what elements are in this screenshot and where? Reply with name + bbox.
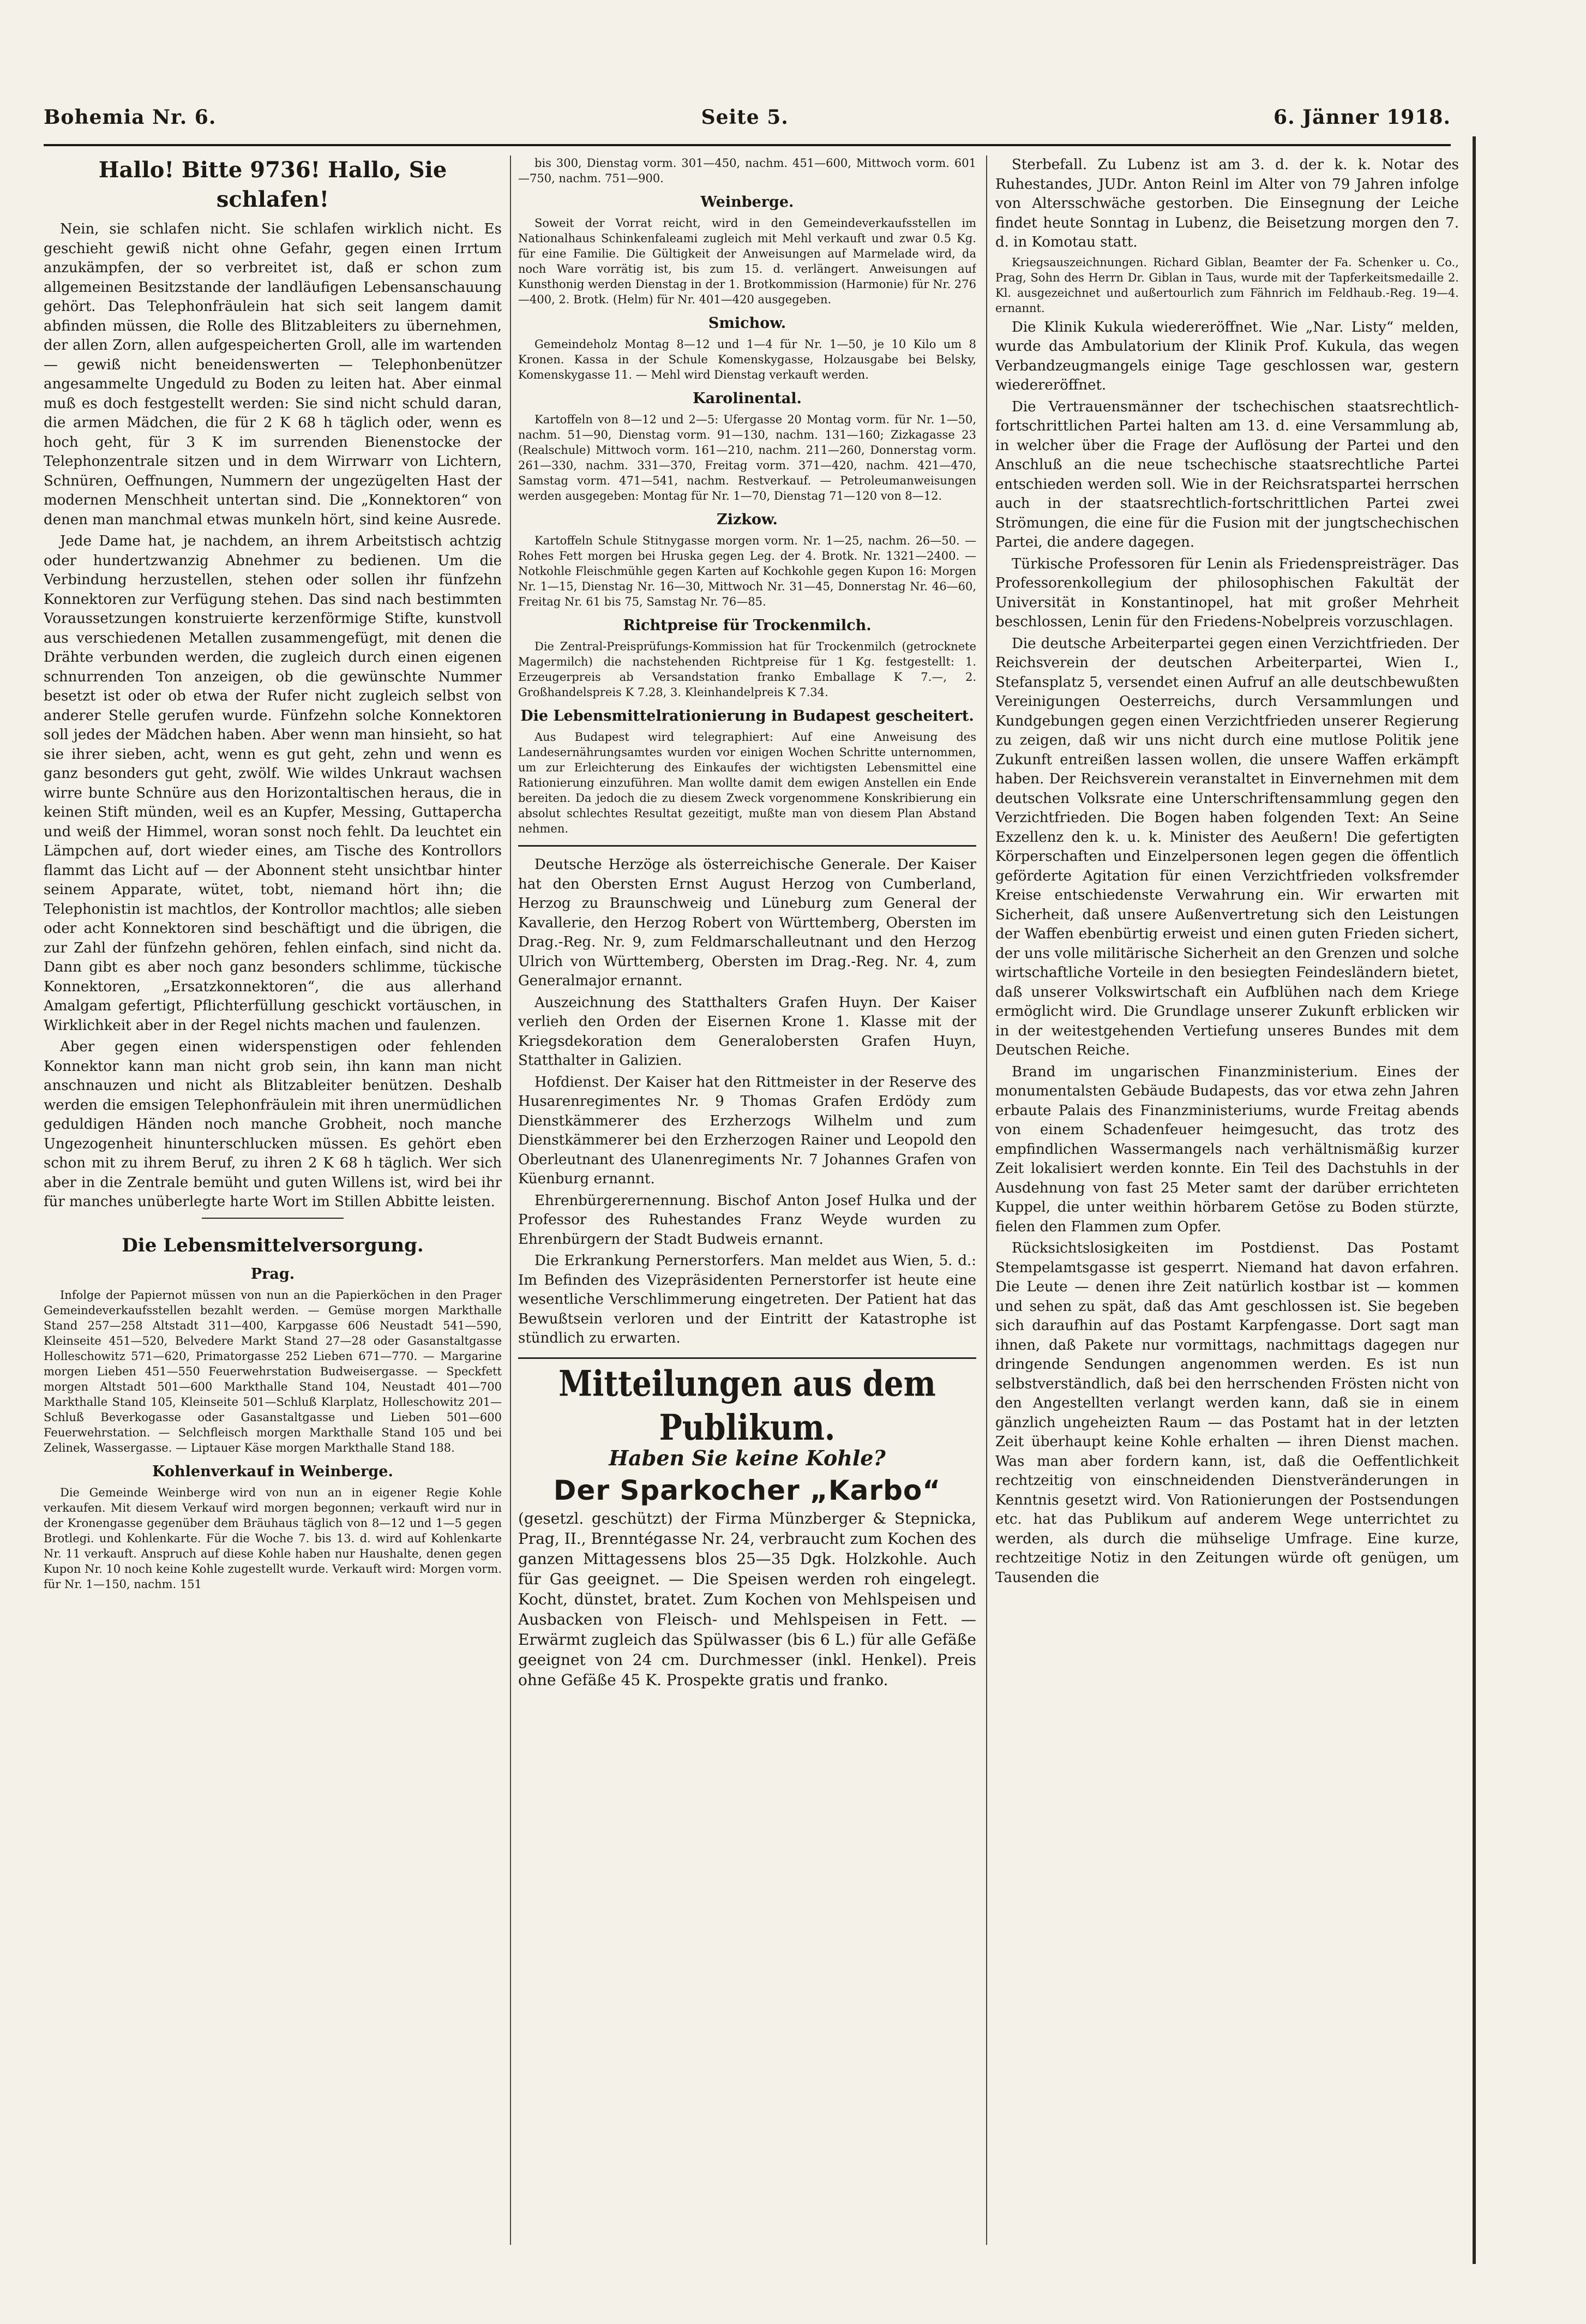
- column-3: [995, 155, 1459, 2250]
- article-paragraph: Die Erkrankung Pernerstorfers. Man meldet aus Wien, 5. d.: Im Befinden des Vizepräsidenten Pernerstorfer ist heute eine wesentliche Verschlimmerung eingetreten. Der Patient hat das Bewußtsein verloren und der Eintritt der Katastrophe ist stündlich zu erwarten.: [518, 1253, 976, 1346]
- notice-paragraph: Die Gemeinde Weinberge wird von nun an in eigener Regie Kohle verkaufen. Mit diesem Verkauf wird morgen begonnen; verkauft wird nur in der Kronengasse gegenüber dem Bräuhaus täglich von 8—12 und 1—5 gegen Brotlegi. und Kohlenkarte. Für die Woche 7. bis 13. d. wird auf Kohlenkarte Nr. 11 verkauft. Anspruch auf diese Kohle haben nur Haushalte, denen gegen Kupon Nr. 10 noch keine Kohle zugestellt wurde. Verkauft wird: Morgen vorm. für Nr. 1—150, nachm. 151: [44, 1486, 502, 1591]
- article-paragraph: Sterbefall. Zu Lubenz ist am 3. d. der k. k. Notar des Ruhestandes, JUDr. Anton Reinl im Alter von 79 Jahren infolge von Altersschwäche gestorben. Die Einsegnung der Leiche findet heute Sonntag in Lubenz, die Beisetzung morgen den 7. d. in Komotau statt.: [995, 157, 1459, 250]
- section-divider: [518, 845, 976, 847]
- notice-paragraph: Die Zentral-Preisprüfungs-Kommission hat für Trockenmilch (getrocknete Magermilch) die nachstehenden Richtpreise für 1 Kg. festgestellt: 1. Erzeugerpreis ab Versandstation franko Emballage K 7.—, 2. Großhandelspreis K 7.28, 3. Kleinhandelpreis K 7.34.: [518, 640, 976, 699]
- notice-paragraph: Kartoffeln von 8—12 und 2—5: Ufergasse 20 Montag vorm. für Nr. 1—50, nachm. 51—90, Dienstag vorm. 91—130, nachm. 131—160; Zizkagasse 23 (Realschule) Mittwoch vorm. 161—210, nachm. 211—260, Donnerstag vorm. 261—330, nachm. 331—370, Freitag vorm. 371—420, nachm. 421—470, Samstag vorm. 471—541, nachm. Restverkauf. — Petroleumanweisungen werden ausgegeben: Montag für Nr. 1—70, Dienstag 71—120 von 8—12.: [518, 413, 976, 502]
- notice-paragraph: Kriegsauszeichnungen. Richard Giblan, Beamter der Fa. Schenker u. Co., Prag, Sohn des Herrn Dr. Giblan in Taus, wurde mit der Tapferkeitsmedaille 2. Kl. ausgezeichnet und außertourlich zum Fähnrich im Feldhaub.-Reg. 19—4. ernannt.: [995, 255, 1459, 315]
- advertisement: [518, 1444, 976, 1690]
- column-1: [44, 155, 502, 2250]
- notice-paragraph: Kartoffeln Schule Stitnygasse morgen vorm. Nr. 1—25, nachm. 26—50. — Rohes Fett morgen bei Hruska gegen Leg. der 4. Brotk. Nr. 1321—2400. — Notkohle Fleischmühle gegen Karten auf Kochkohle gegen Kupon 16: Morgen Nr. 1—15, Dienstag Nr. 16—30, Mittwoch Nr. 31—45, Donnerstag Nr. 46—60, Freitag Nr. 61 bis 75, Samstag Nr. 76—85.: [518, 534, 976, 608]
- article-paragraph: Aber gegen einen widerspenstigen oder fehlenden Konnektor kann man nicht grob sein, ihn kann man nicht anschnauzen und nicht als Blitzableiter benützen. Deshalb werden die emsigen Telephonfräulein mit ihren unermüdlichen geduldigen Händen noch manche Grobheit, noch manche Ungezogenheit hinunterschlucken müssen. Es gehört eben schon mit zu ihrem Beruf, zu ihren 2 K 68 h täglich. Wer sich aber in die Zentrale bemüht und guten Willens ist, wird bei ihr für manches unüberlegte harte Wort im Stillen Abbitte leisten.: [44, 1039, 502, 1210]
- section-divider: [518, 1357, 976, 1359]
- notice-paragraph: bis 300, Dienstag vorm. 301—450, nachm. 451—600, Mittwoch vorm. 601—750, nachm. 751—900.: [518, 157, 976, 185]
- article-paragraph: Auszeichnung des Statthalters Grafen Huyn. Der Kaiser verlieh den Orden der Eisernen Krone 1. Klasse mit der Kriegsdekoration dem Generalobersten Grafen Huyn, Statthalter in Galizien.: [518, 994, 976, 1069]
- public-notices-heading: Mitteilungen aus dem Publikum.: [558, 1363, 936, 1448]
- page-edge-rule: [1473, 136, 1476, 2264]
- ad-question: Haben Sie keine Kohle?: [609, 1445, 886, 1470]
- article-paragraph: Türkische Professoren für Lenin als Friedenspreisträger. Das Professorenkollegium der philosophischen Fakultät der Universität in Konstantinopel, hat mit großer Mehrheit beschlossen, Lenin für den Friedens-Nobelpreis vorzuschlagen.: [995, 555, 1459, 630]
- subsection-heading: Prag.: [250, 1265, 295, 1283]
- subsection-heading: Smichow.: [708, 315, 786, 332]
- header-date: 6. Jänner 1918.: [1273, 106, 1451, 129]
- page-header: [44, 98, 1451, 136]
- column-rule: [510, 155, 511, 2245]
- section-divider: [202, 1218, 344, 1219]
- ad-product-title: Der Sparkocher „Karbo“: [553, 1474, 941, 1506]
- ad-body: (gesetzl. geschützt) der Firma Münzberger & Stepnicka, Prag, II., Brenntégasse Nr. 24, verbraucht zum Kochen des ganzen Mittagessens blos 25—35 Dgk. Holzkohle. Auch für Gas geeignet. — Die Speisen werden roh eingelegt. Kocht, dünstet, bratet. Zum Kochen von Mehlspeisen und Ausbacken von Fleisch- und Mehlspeisen in Fett. — Erwärmt zugleich das Spülwasser (bis 6 L.) für alle Gefäße geeignet von 24 cm. Durchmesser (inkl. Henkel). Preis ohne Gefäße 45 K. Prospekte gratis und franko.: [518, 1509, 976, 1689]
- subsection-heading: Die Lebensmittelrationierung in Budapest gescheitert.: [520, 708, 974, 724]
- column-rule: [986, 155, 987, 2245]
- article-paragraph: Die Vertrauensmänner der tschechischen staatsrechtlich-fortschrittlichen Partei halten am 13. d. eine Versammlung ab, in welcher über die Frage der Auflösung der Partei und den Anschluß an die neue tschechische staatsrechtliche Partei entschieden werden soll. Wie in der Reichsratspartei herrschen auch in der staatsrechtlich-fortschrittlichen Partei zwei Strömungen, die eine für die Fusion mit der jungtschechischen Partei, die andere dagegen.: [995, 398, 1459, 550]
- subsection-heading: Zizkow.: [717, 511, 778, 528]
- article-paragraph: Die Klinik Kukula wiedereröffnet. Wie „Nar. Listy“ melden, wurde das Ambulatorium der Klinik Prof. Kukula, das wegen Verbandzeugmangels einige Tage geschlossen war, gestern wiedereröffnet.: [995, 319, 1459, 393]
- header-rule: [44, 144, 1451, 146]
- notice-paragraph: Infolge der Papiernot müssen von nun an die Papierköchen in den Prager Gemeindeverkaufsstellen bezahlt werden. — Gemüse morgen Markthalle Stand 257—258 Altstadt 311—400, Karpgasse 606 Neustadt 541—590, Kleinseite 451—520, Belvedere Markt Stand 27—28 oder Gasanstaltgasse Holleschowitz 571—620, Primatorgasse 252 Lieben 671—770. — Margarine morgen Lieben 451—550 Feuerwehrstation Budweisergasse. — Speckfett morgen Altstadt 501—600 Markthalle Stand 104, Neustadt 401—700 Markthalle Stand 105, Kleinseite 501—Schluß Klarplatz, Holleschowitz 201—Schluß Beverkogasse oder Gasanstaltgasse und Lieben 501—600 Feuerwehrstation. — Selchfleisch morgen Markthalle Stand 105 und bei Zelinek, Wassergasse. — Liptauer Käse morgen Markthalle Stand 188.: [44, 1288, 502, 1454]
- subsection-heading: Weinberge.: [700, 194, 794, 211]
- header-page-number: Seite 5.: [701, 106, 789, 129]
- notice-paragraph: Gemeindeholz Montag 8—12 und 1—4 für Nr. 1—50, je 10 Kilo um 8 Kronen. Kassa in der Schule Komenskygasse, Holzausgabe bei Belsky, Komenskygasse 11. — Mehl wird Dienstag verkauft werden.: [518, 338, 976, 381]
- section-heading: Die Lebensmittelversorgung.: [122, 1234, 424, 1256]
- article-paragraph: Brand im ungarischen Finanzministerium. Eines der monumentalsten Gebäude Budapests, das vor etwa zehn Jahren erbaute Palais des Finanzministeriums, wurde Freitag abends von einem Schadenfeuer heimgesucht, das trotz des empfindlichen Wassermangels nach verhältnismäßig kurzer Zeit lokalisiert werden konnte. Ein Teil des Dachstuhls in der Ausdehnung von fast 25 Meter samt der darüber errichteten Kuppel, die unter weithin hörbarem Getöse zu Boden stürzte, fielen den Flammen zum Opfer.: [995, 1063, 1459, 1235]
- notice-paragraph: Soweit der Vorrat reicht, wird in den Gemeindeverkaufsstellen im Nationalhaus Schinkenfaleami zugleich mit Mehl verkauft und zwar 0.5 Kg. für eine Familie. Die Gültigkeit der Anweisungen auf Marmelade wird, da noch Ware vorrätig ist, bis zum 15. d. verlängert. Anweisungen auf Kunsthonig werden Dienstag in der 1. Brotkommission (Harmonie) für Nr. 276—400, 2. Brotk. (Helm) für Nr. 401—420 ausgegeben.: [518, 217, 976, 306]
- column-2: [518, 155, 976, 2250]
- subsection-heading: Kohlenverkauf in Weinberge.: [152, 1463, 393, 1480]
- subsection-heading: Karolinental.: [693, 390, 802, 407]
- subsection-heading: Richtpreise für Trockenmilch.: [623, 617, 872, 634]
- article-paragraph: Ehrenbürgerernennung. Bischof Anton Josef Hulka und der Professor des Ruhestandes Franz Weyde wurden zu Ehrenbürgern der Stadt Budweis ernannt.: [518, 1192, 976, 1248]
- article-paragraph: Nein, sie schlafen nicht. Sie schlafen wirklich nicht. Es geschieht gewiß nicht ohne Gefahr, gegen einen Irrtum anzukämpfen, der so verbreitet ist, daß er schon zum allgemeinen Besitzstande der landläufigen Lebensanschauung gehört. Das Telephonfräulein hat sich seit langem damit abfinden müssen, die Rolle des Blitzableiters zu übernehmen, der allen Zorn, allen aufgespeicherten Groll, alle im wartenden — gewiß nicht beneidenswerten — Telephonbenützer angesammelte Ungeduld zu Boden zu leiten hat. Aber einmal muß es doch festgestellt werden: Sie sind nicht schuld daran, die armen Mädchen, die für 2 K 68 h täglich oder, wenn es hoch geht, für 3 K im surrenden Bienenstocke der Telephonzentrale sitzen und in dem Wirrwarr von Lichtern, Schnüren, Oeffnungen, Nummern der ungezügelten Hast der modernen Menschheit untertan sind. Die „Konnektoren“ von denen man manchmal etwas munkeln hört, sind keine Ausrede.: [44, 221, 502, 528]
- notice-paragraph: Aus Budapest wird telegraphiert: Auf eine Anweisung des Landesernährungsamtes wurden vor einigen Wochen Schritte unternommen, um zur Erleichterung des Einkaufes der wichtigsten Lebensmittel eine Rationierung einzuführen. Man wollte damit dem ewigen Anstellen ein Ende bereiten. Da jedoch die zu diesem Zweck vorgenommene Konskribierung ein absolut schlechtes Resultat gezeitigt, mußte man von diesem Plan Abstand nehmen.: [518, 730, 976, 835]
- article-paragraph: Rücksichtslosigkeiten im Postdienst. Das Postamt Stempelamtsgasse ist gesperrt. Niemand hat davon erfahren. Die Leute — denen ihre Zeit natürlich kostbar ist — kommen und sehen zu spät, daß das Amt geschlossen ist. Sie begeben sich daraufhin auf das Postamt Karpfengasse. Dort sagt man ihnen, daß Pakete nur vormittags, nachmittags dagegen nur dringende Sendungen angenommen werden. Es ist nun selbstverständlich, daß bei den herrschenden Frösten nicht von den Angestellten verlangt werden kann, daß sie in einem gänzlich ungeheizten Raum — das Postamt hat in der letzten Zeit überhaupt keine Kohle erhalten — ihren Dienst machen. Was man aber fordern kann, ist, daß die Oeffentlichkeit rechtzeitig von einschneidenden Dienstveränderungen in Kenntnis gesetzt wird. Von Rationierungen der Postsendungen etc. hat das Publikum auf anderem Wege unterrichtet zu werden, als durch die mühselige Umfrage. Eine kurze, rechtzeitige Notiz in den Zeitungen würde oft genügen, um Tausenden die: [995, 1240, 1459, 1586]
- article-paragraph: Jede Dame hat, je nachdem, an ihrem Arbeitstisch achtzig oder hundertzwanzig Abnehmer zu bedienen. Um die Verbindung herzustellen, stehen oder sollen ihr fünfzehn Konnektoren zur Verfügung stehen. Das sind nach bestimmten Voraussetzungen konstruierte kerzenförmige Stifte, kunstvoll aus verschiedenen Metallen zusammengefügt, mit denen die Drähte verbunden werden, die zugleich durch einen eigenen schnurrenden Ton anzeigen, ob die gewünschte Nummer besetzt ist oder ob etwa der Rufer nicht zugleich selbst von anderer Stelle gerufen wurde. Fünfzehn solche Konnektoren soll jedes der Mädchen haben. Aber wenn man hinsieht, so hat sie ihrer sieben, acht, wenn es gut geht, zehn und wenn es ganz besonders gut geht, zwölf. Wie wildes Unkraut wachsen wirre bunte Schnüre aus den Horizontaltischen heraus, die in keinen Stift münden, weil es an Kupfer, Messing, Guttapercha und weiß der Himmel, woran sonst noch fehlt. Da leuchtet ein Lämpchen auf, dort wieder eines, am Tische des Kontrollors flammt das Licht auf — der Abonnent steht unsichtbar hinter seinem Apparate, wütet, tobt, niemand hört ihn; die Telephonistin ist machtlos, der Kontrollor machtlos; alle sieben oder acht Konnektoren sind beschäftigt und die übrigen, die zur Zahl der fünfzehn gehören, fehlen einfach, sind nicht da. Dann gibt es aber noch ganz besonders schlimme, tückische Konnektoren, „Ersatzkonnektoren“, die aus allerhand Amalgam gefertigt, Pflichterfüllung geschickt vortäuschen, in Wirklichkeit aber in der Regel nichts machen und faulenzen.: [44, 533, 502, 1034]
- article-paragraph: Hofdienst. Der Kaiser hat den Rittmeister in der Reserve des Husarenregimentes Nr. 9 Thomas Grafen Erdödy zum Dienstkämmerer des Erzherzogs Wilhelm und zum Dienstkämmerer bei den Erzherzogen Rainer und Leopold den Oberleutnant des Ulanenregiments Nr. 7 Johannes Grafen von Küenburg ernannt.: [518, 1074, 976, 1187]
- article-title: Hallo! Bitte 9736! Hallo, Sie schlafen!: [98, 157, 447, 212]
- article-paragraph: Die deutsche Arbeiterpartei gegen einen Verzichtfrieden. Der Reichsverein der deutschen Arbeiterpartei, Wien I., Stefansplatz 5, versendet einen Aufruf an alle deutschbewußten Vereinigungen Oesterreichs, durch Versammlungen und Kundgebungen gegen einen Verzichtfrieden unserer Regierung zu zeigen, daß wir uns nicht durch eine mutlose Politik jene Zukunft entreißen lassen wollen, die unsere Waffen erkämpft haben. Der Reichsverein veranstaltet in Einvernehmen mit dem deutschen Volksrate eine Unterschriftensammlung gegen den Verzichtfrieden. Die Bogen haben folgenden Text: An Seine Exzellenz den k. u. k. Minister des Aeußern! Die gefertigten Körperschaften und Einzelpersonen legen gegen die öffentlich geförderte Agitation für einen Verzichtfrieden volksfremder Kreise entschiedenste Verwahrung ein. Wir erwarten mit Sicherheit, daß unsere Außenvertretung sich den Leistungen der Waffen ebenbürtig erweist und einen guten Frieden sichert, der uns volle militärische Sicherheit an den Grenzen und solche wirtschaftliche Vorteile in den besiegten Feindesländern bietet, daß unserer Volkswirtschaft ein Aufblühen nach dem Kriege ermöglicht wird. Die Grundlage unserer Zukunft erblicken wir in der weitestgehenden Vertiefung unseres Bundes mit dem Deutschen Reiche.: [995, 635, 1459, 1058]
- header-issue: Bohemia Nr. 6.: [44, 106, 217, 129]
- article-paragraph: Deutsche Herzöge als österreichische Generale. Der Kaiser hat den Obersten Ernst August Herzog von Cumberland, Herzog zu Braunschweig und Lüneburg zum General der Kavallerie, den Herzog Robert von Württemberg, Obersten im Drag.-Reg. Nr. 9, zum Feldmarschalleutnant und den Herzog Ulrich von Württemberg, Obersten im Drag.-Reg. Nr. 4, zum Generalmajor ernannt.: [518, 856, 976, 989]
